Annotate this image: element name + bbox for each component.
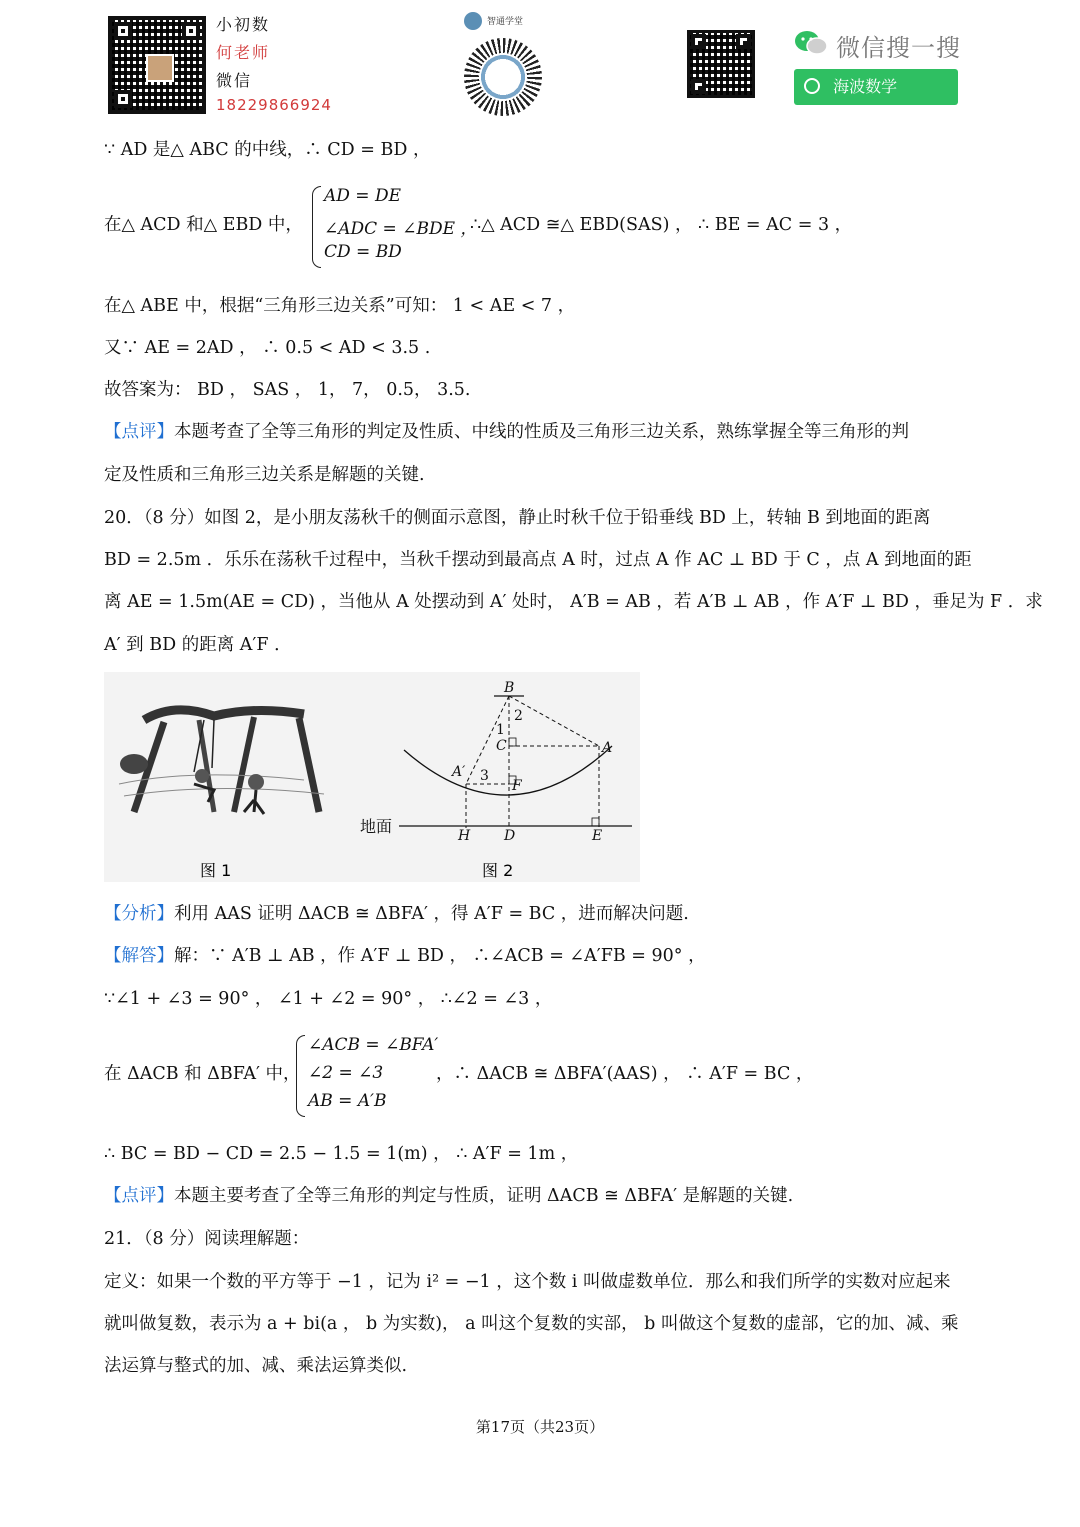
mini-program-title: 智通学堂 [487, 17, 524, 27]
line-triangle-prefix: 在△ ACD 和△ EBD 中， [104, 215, 303, 235]
comment-tag: 【点评】 [104, 422, 174, 442]
line-abe: 在△ ABE 中，根据“三角形三边关系”可知： 1 < AE < 7 ， [104, 296, 576, 316]
answer-line-4: ∴ BC = BD − CD = 2.5 − 1.5 = 1(m) ， ∴ A′F = 1m ， [104, 1144, 579, 1164]
comment-2-tag: 【点评】 [104, 1186, 174, 1206]
contact-line-1: 小初数 [216, 15, 271, 34]
q21-def-1: 定义：如果一个数的平方等于 −1 ，记为 i² = −1 ，这个数 i 叫做虚数单位．那么和我们所学的实数对应起来 [104, 1272, 951, 1292]
label-a: A [602, 740, 613, 756]
q20-line-3: 离 AE = 1.5m(AE = CD) ，当他从 A 处摆动到 A′ 处时， A′B = AB ，若 A′B ⊥ AB ，作 A′F ⊥ BD ，垂足为 F ．求 [104, 592, 1043, 612]
analysis-tag: 【分析】 [104, 904, 174, 924]
label-a-prime: A′ [452, 764, 466, 780]
contact-line-2: 何老师 [216, 43, 271, 62]
label-c: C [496, 738, 507, 754]
label-angle-2: 2 [514, 708, 523, 724]
figure-svg [104, 672, 640, 882]
comment-1-continued: 定及性质和三角形三边关系是解题的关键. [104, 465, 425, 485]
swing-arc [404, 746, 612, 795]
q20-line-4: A′ 到 BD 的距离 A′F ． [104, 635, 292, 655]
mini-program-logo-icon [464, 12, 482, 30]
analysis-text: 利用 AAS 证明 ΔACB ≅ ΔBFA′ ，得 A′F = BC ，进而解决问题. [174, 904, 689, 924]
caption-fig-2: 图 2 [482, 861, 514, 880]
wechat-icon [794, 30, 828, 56]
analysis [104, 902, 689, 926]
case2-line-3: AB = A′B [308, 1091, 387, 1111]
answer-line-3-suffix: ，∴ ΔACB ≅ ΔBFA′(AAS) ， ∴ A′F = BC ， [436, 1064, 814, 1084]
comment-1 [104, 420, 909, 444]
answer-line-1 [104, 944, 706, 968]
search-button-label: 海波数学 [833, 77, 898, 96]
q21-title: 21．（8 分）阅读理解题： [104, 1229, 310, 1249]
left-brace-2 [296, 1035, 305, 1117]
line-triangle-suffix: ∴△ ACD ≅△ EBD(SAS) ， ∴ BE = AC = 3 ， [470, 215, 853, 235]
q20-line-2: BD = 2.5m ．乐乐在荡秋千过程中，当秋千摆动到最高点 A 时，过点 A 作 AC ⊥ BD 于 C ，点 A 到地面的距 [104, 550, 972, 570]
label-h: H [458, 828, 471, 844]
case-line-1: AD = DE [324, 186, 401, 206]
comment-2-text: 本题主要考查了全等三角形的判定与性质，证明 ΔACB ≅ ΔBFA′ 是解题的关键. [174, 1186, 794, 1206]
case-line-3: CD = BD [324, 242, 402, 262]
figure-swing [104, 672, 640, 882]
q20-line-1: 20．（8 分）如图 2，是小朋友荡秋千的侧面示意图，静止时秋千位于铅垂线 BD 上，转轴 B 到地面的距离 [104, 508, 931, 528]
label-angle-1: 1 [496, 722, 505, 738]
wechat-search-label: 微信搜一搜 [836, 34, 961, 62]
contact-phone: 18229866924 [216, 96, 332, 114]
comment-2 [104, 1184, 793, 1208]
case-line-2: ∠ADC = ∠BDE ， [324, 219, 478, 239]
label-f: F [512, 778, 522, 794]
answer-line-2: ∵∠1 + ∠3 = 90° ， ∠1 + ∠2 = 90° ， ∴∠2 = ∠3 ， [104, 989, 553, 1009]
caption-fig-1: 图 1 [200, 861, 232, 880]
answer-tag: 【解答】 [104, 946, 174, 966]
line-answers: 故答案为： BD ， SAS ， 1， 7， 0.5， 3.5. [104, 380, 471, 400]
answer-line-3-prefix: 在 ΔACB 和 ΔBFA′ 中， [104, 1064, 301, 1084]
label-angle-3: 3 [480, 768, 489, 784]
case2-line-2: ∠2 = ∠3 [308, 1063, 384, 1083]
left-brace [312, 186, 321, 268]
qr-code-left [108, 16, 206, 114]
page-footer: 第17页（共23页） [475, 1418, 605, 1436]
swing-illustration [119, 710, 324, 814]
search-icon [804, 78, 820, 94]
q21-def-3: 法运算与整式的加、减、乘法运算类似. [104, 1356, 408, 1376]
label-b: B [504, 680, 515, 696]
wechat-search-button[interactable] [794, 69, 958, 105]
avatar [146, 54, 174, 82]
q21-def-2: 就叫做复数，表示为 a + bi(a ， b 为实数)， a 叫这个复数的实部， b 叫做这个复数的虚部，它的加、减、乘 [104, 1314, 959, 1334]
label-d: D [504, 828, 516, 844]
line-median: ∵ AD 是△ ABC 的中线，∴ CD = BD ， [104, 140, 431, 160]
swing-diagram [360, 680, 632, 844]
line-ad-range: 又∵ AE = 2AD ， ∴ 0.5 < AD < 3.5 . [104, 338, 431, 358]
contact-line-3: 微信 [216, 71, 253, 90]
qr-code-right [687, 30, 755, 98]
label-ground: 地面 [360, 817, 393, 836]
mini-program-code [464, 38, 542, 116]
case2-line-1: ∠ACB = ∠BFA′ [308, 1035, 439, 1055]
answer-text: 解：∵ A′B ⊥ AB ，作 A′F ⊥ BD ， ∴∠ACB = ∠A′FB = 90° ， [174, 946, 706, 966]
label-e: E [592, 828, 603, 844]
comment-text: 本题考查了全等三角形的判定及性质、中线的性质及三角形三边关系，熟练掌握全等三角形的判 [174, 422, 909, 442]
